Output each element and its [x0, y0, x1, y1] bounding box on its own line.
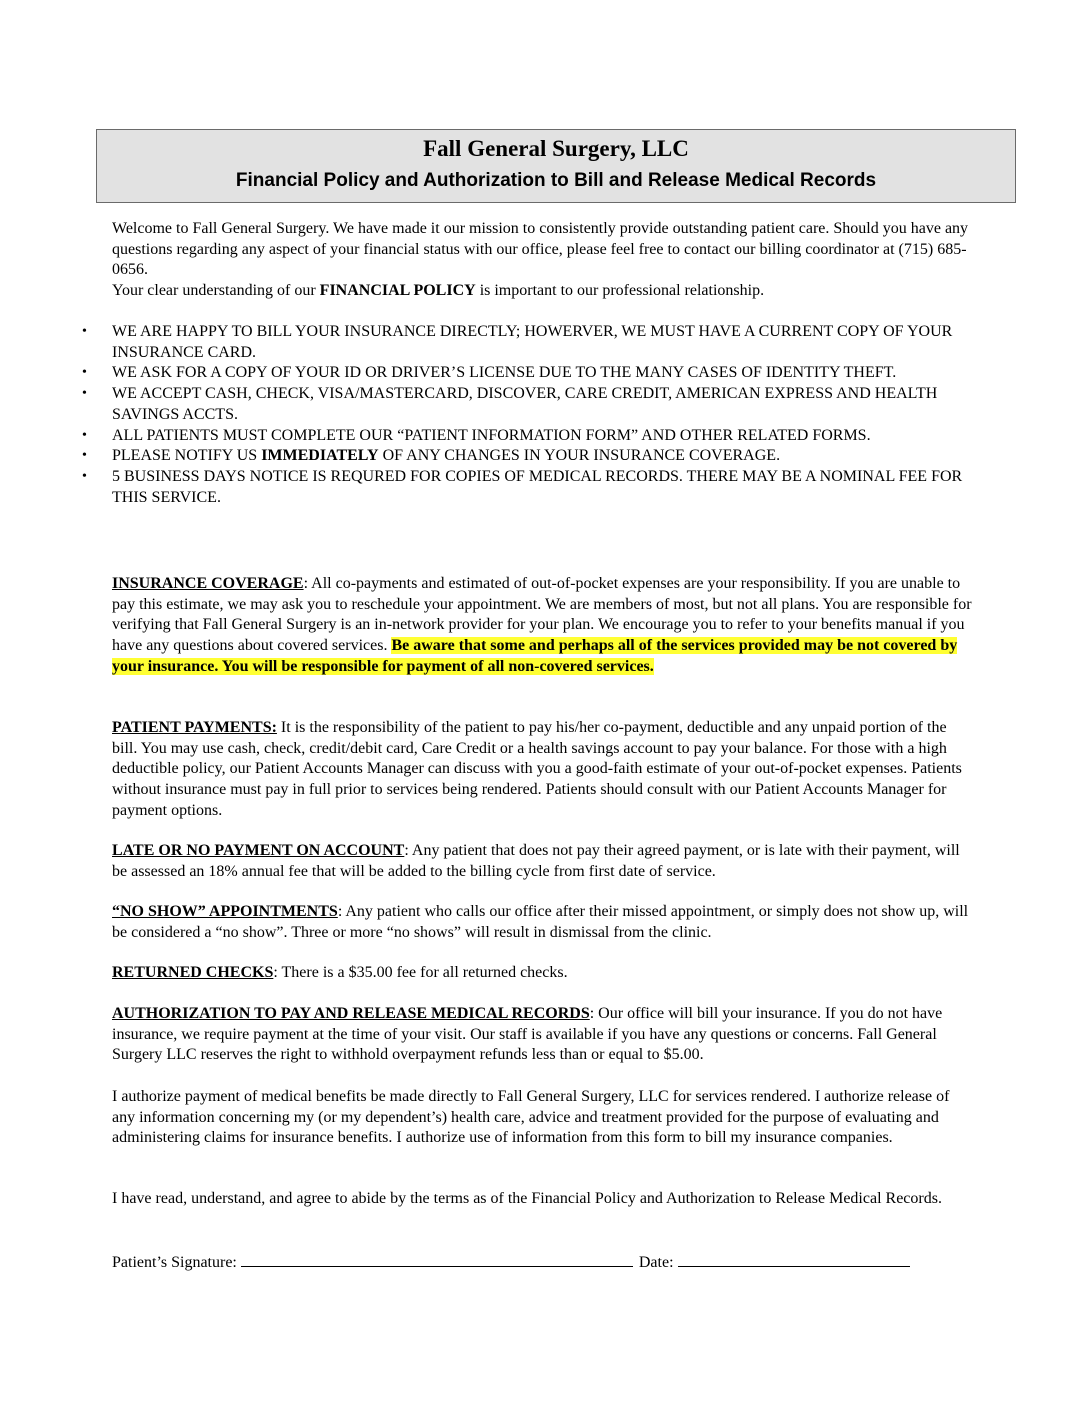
practice-name: Fall General Surgery, LLC [423, 136, 689, 161]
section-heading: PATIENT PAYMENTS: [112, 719, 277, 736]
bullet-text: 5 BUSINESS DAYS NOTICE IS REQURED FOR COPIES OF MEDICAL RECORDS. THERE MAY BE A NOMINAL FEE FOR THIS SERVICE. [112, 467, 963, 506]
date-field[interactable] [678, 1250, 910, 1267]
bullet-icon: • [82, 386, 87, 402]
section-text: : Any patient who calls our office after their missed appointment, or simply does not show up, will be considered a “no show”. Three or more “no shows” will result in dismissal from the clinic. [112, 903, 969, 941]
patient-signature-field[interactable] [241, 1250, 633, 1267]
intro-policy-pre: Your clear understanding of our [112, 282, 320, 300]
insurance-coverage-section [112, 574, 972, 678]
section-heading: INSURANCE COVERAGE [112, 575, 304, 592]
section-heading: LATE OR NO PAYMENT ON ACCOUNT [112, 842, 405, 859]
list-item [80, 363, 980, 384]
list-item [80, 446, 980, 467]
bullet-text-bold: IMMEDIATELY [261, 447, 379, 465]
insurance-coverage-paragraph [112, 574, 972, 678]
section-text: : Our office will bill your insurance. If you do not have insurance, we require payment at the time of your visit. Our staff is available if you have any questions or concerns. Fall General Surgery LLC reserves the right to withhold overpayment refunds less than or equal to $5.00. [112, 1005, 943, 1064]
no-show-paragraph [112, 902, 972, 943]
date-label: Date: [638, 1254, 674, 1271]
authorize-statement [112, 1087, 972, 1149]
list-item [80, 384, 980, 425]
intro-policy-line [112, 281, 972, 302]
signature-row [112, 1250, 992, 1273]
agreement-statement-text: I have read, understand, and agree to abide by the terms as of the Financial Policy and Authorization to Release Medical Records. [112, 1190, 942, 1207]
policy-bullet-list [80, 322, 980, 508]
agreement-statement [112, 1189, 972, 1210]
intro-paragraph [112, 219, 972, 302]
authorize-statement-text: I authorize payment of medical benefits be made directly to Fall General Surgery, LLC for services rendered. I authorize release of any information concerning my (or my dependent’s) health care, advice and treatment provided for the purpose of evaluating and administering claims for insurance benefits. I authorize use of information from this form to bill my insurance companies. [112, 1088, 950, 1147]
intro-welcome-text: Welcome to Fall General Surgery. We have made it our mission to consistently provide outstanding patient care. Should you have any questions regarding any aspect of your financial status with our office, please feel free to contact our billing coordinator at (715) 685-0656. [112, 220, 969, 279]
bullet-icon: • [82, 468, 87, 484]
header-box [96, 129, 1016, 203]
authorization-section [112, 1004, 972, 1066]
bullet-text: WE ACCEPT CASH, CHECK, VISA/MASTERCARD, DISCOVER, CARE CREDIT, AMERICAN EXPRESS AND HEALTH SAVINGS ACCTS. [112, 385, 938, 423]
patient-payments-section [112, 718, 972, 822]
list-item [80, 426, 980, 447]
bullet-text: WE ASK FOR A COPY OF YOUR ID OR DRIVER’S LICENSE DUE TO THE MANY CASES OF IDENTITY THEFT. [112, 364, 897, 382]
section-text: : All co-payments and estimated of out-of-pocket expenses are your responsibility. If you are unable to pay this estimate, we may ask you to reschedule your appointment. We are members of most, but not all plans. You are responsible for verifying that Fall General Surgery is an in-network provider for your plan. We encourage you to refer to your benefits manual if you have any questions about covered services. [112, 575, 972, 655]
bullet-icon: • [82, 365, 87, 381]
intro-policy-post: is important to our professional relationship. [475, 282, 765, 300]
bullet-icon: • [82, 448, 87, 464]
bullet-icon: • [82, 324, 87, 339]
bullet-text-pre: PLEASE NOTIFY US [112, 447, 262, 465]
authorization-paragraph [112, 1004, 972, 1066]
document-title: Financial Policy and Authorization to Bill and Release Medical Records [235, 170, 877, 191]
bullet-text: WE ARE HAPPY TO BILL YOUR INSURANCE DIRECTLY; HOWERVER, WE MUST HAVE A CURRENT COPY OF YOUR INSURANCE CARD. [112, 323, 953, 361]
section-text: It is the responsibility of the patient to pay his/her co-payment, deductible and any unpaid portion of the bill. You may use cash, check, credit/debit card, Care Credit or a health savings account to pay your balance. For those with a high deductible policy, our Patient Accounts Manager can discuss with you a good-faith estimate of your out-of-pocket expenses. Patients without insurance must pay in full prior to services being rendered. Patients should consult with our Patient Accounts Manager for payment options. [112, 719, 962, 819]
section-text: : There is a $35.00 fee for all returned checks. [273, 964, 568, 981]
bullet-text-post: OF ANY CHANGES IN YOUR INSURANCE COVERAGE. [378, 447, 781, 465]
patient-signature-label: Patient’s Signature: [112, 1254, 237, 1271]
section-heading: AUTHORIZATION TO PAY AND RELEASE MEDICAL RECORDS [112, 1005, 590, 1022]
bullet-text: ALL PATIENTS MUST COMPLETE OUR “PATIENT INFORMATION FORM” AND OTHER RELATED FORMS. [112, 426, 871, 444]
returned-checks-paragraph [112, 963, 972, 984]
section-heading: RETURNED CHECKS [112, 964, 274, 981]
patient-payments-paragraph [112, 718, 972, 822]
late-payment-section [112, 841, 972, 882]
bullet-text [112, 446, 972, 467]
list-item [80, 322, 980, 363]
list-item [80, 467, 980, 508]
section-heading: “NO SHOW” APPOINTMENTS [112, 903, 338, 920]
returned-checks-section [112, 963, 972, 984]
bullet-icon: • [82, 427, 87, 443]
highlighted-warning: Be aware that some and perhaps all of the services provided may be not covered by your insurance. You will be responsible for payment of all non-covered services. [112, 637, 958, 675]
section-text: : Any patient that does not pay their agreed payment, or is late with their payment, will be assessed an 18% annual fee that will be added to the billing cycle from first date of service. [112, 842, 960, 880]
intro-policy-bold: FINANCIAL POLICY [319, 282, 476, 300]
late-payment-paragraph [112, 841, 972, 882]
no-show-section [112, 902, 972, 943]
